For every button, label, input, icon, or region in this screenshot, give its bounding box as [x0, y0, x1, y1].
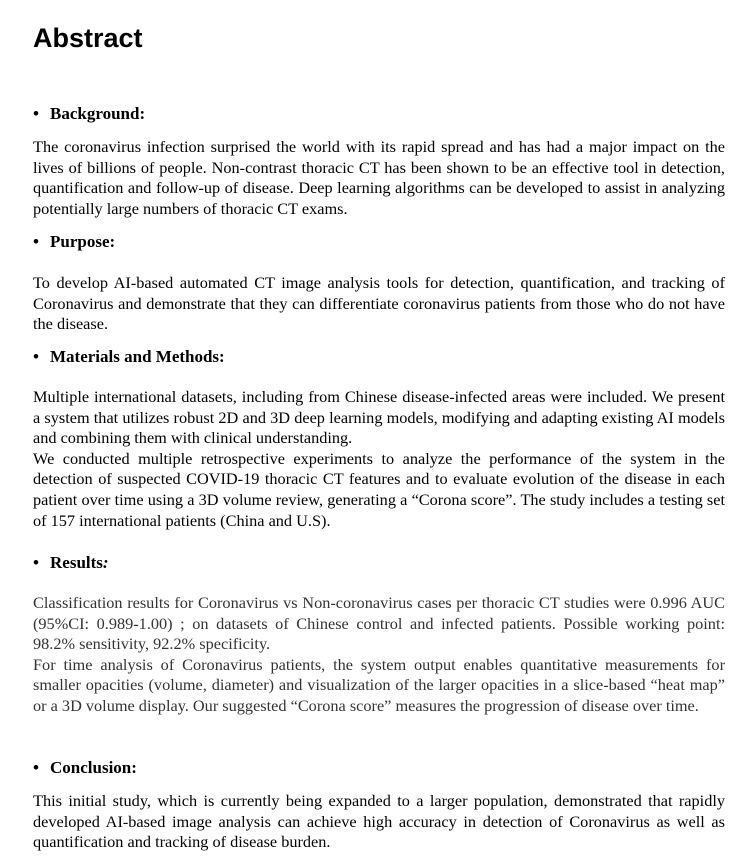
section-heading-results	[33, 553, 109, 573]
bullet: •	[33, 553, 39, 572]
bullet: •	[33, 232, 39, 251]
section-heading-label: Purpose:	[50, 232, 116, 251]
section-heading-purpose	[33, 232, 115, 252]
paragraph: This initial study, which is currently being expanded to a larger population, demonstrated that rapidly developed AI-based image analysis can achieve high accuracy in detection of Coronavirus as well as quantification and tracking of disease burden.	[33, 791, 725, 852]
section-body-background	[33, 137, 725, 219]
bullet: •	[33, 347, 39, 366]
section-heading-background	[33, 104, 145, 124]
section-body-conclusion	[33, 791, 725, 853]
paragraph: Multiple international datasets, including from Chinese disease-infected areas were included. We present a system that utilizes robust 2D and 3D deep learning models, modifying and adapting existing AI models and combining them with clinical understanding.	[33, 387, 725, 448]
paragraph: We conducted multiple retrospective experiments to analyze the performance of the system in the detection of suspected COVID-19 thoracic CT features and to evaluate evolution of the disease in each patient over time using a 3D volume review, generating a “Corona score”. The study includes a testing set of 157 international patients (China and U.S).	[33, 448, 725, 530]
paragraph: For time analysis of Coronavirus patients, the system output enables quantitative measurements for smaller opacities (volume, diameter) and visualization of the larger opacities in a slice-based “heat map” or a 3D volume display. Our suggested “Corona score” measures the progression of disease over time.	[33, 654, 725, 715]
paragraph: The coronavirus infection surprised the world with its rapid spread and has had a major impact on the lives of billions of people. Non-contrast thoracic CT has been shown to be an effective tool in detection, quantification and follow-up of disease. Deep learning algorithms can be developed to assist in analyzing potentially large numbers of thoracic CT exams.	[33, 137, 725, 218]
section-body-materials-methods	[33, 387, 725, 531]
section-body-purpose	[33, 273, 725, 335]
section-heading-conclusion	[33, 758, 137, 778]
section-heading-label: Results	[50, 553, 103, 572]
section-heading-label: Background:	[50, 104, 146, 123]
section-body-results	[33, 593, 725, 717]
section-heading-suffix: :	[102, 553, 109, 572]
paragraph: To develop AI-based automated CT image analysis tools for detection, quantification, and tracking of Coronavirus and demonstrate that they can differentiate coronavirus patients from those who do not have the disease.	[33, 273, 725, 334]
section-heading-label: Conclusion:	[50, 758, 137, 777]
section-heading-label: Materials and Methods:	[50, 347, 225, 366]
bullet: •	[33, 758, 39, 777]
abstract-title: Abstract	[33, 23, 143, 53]
section-heading-materials-methods	[33, 347, 225, 367]
paragraph: Classification results for Coronavirus vs Non-coronavirus cases per thoracic CT studies were 0.996 AUC (95%CI: 0.989-1.00) ; on datasets of Chinese control and infected patients. Possible working point: 98.2% sensitivity, 92.2% specificity.	[33, 593, 725, 654]
bullet: •	[33, 104, 39, 123]
